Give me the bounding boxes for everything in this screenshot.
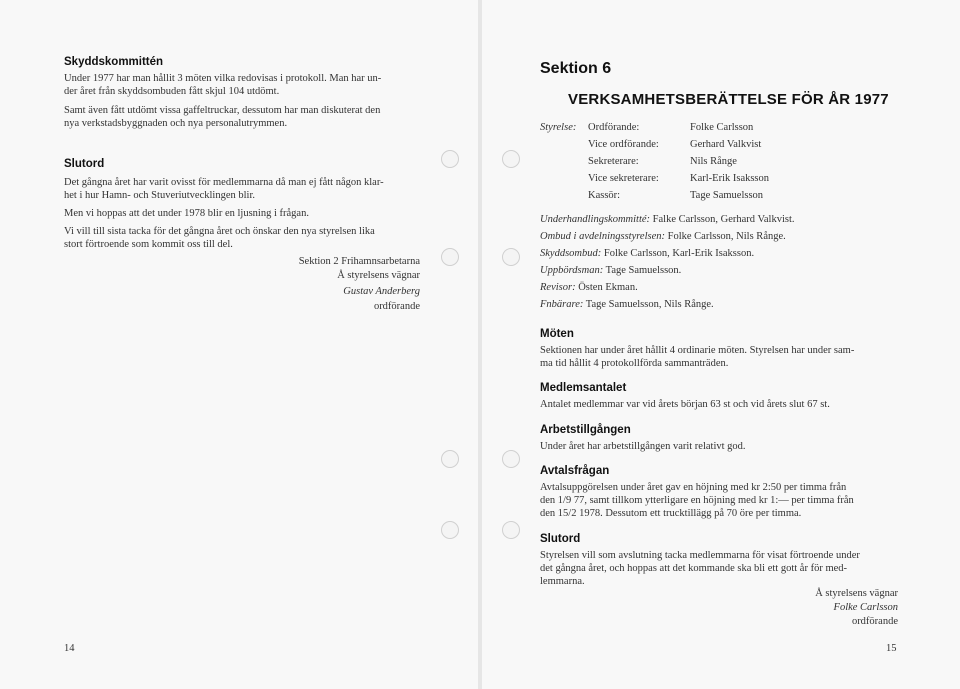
signature-behalf: Å styrelsens vägnar — [337, 270, 420, 281]
role-line — [540, 230, 786, 243]
heading-arbetstillgangen: Arbetstillgången — [540, 424, 631, 436]
board-label: Styrelse: — [540, 122, 577, 133]
role-value: Östen Ekman. — [578, 282, 638, 293]
section-title: Sektion 6 — [540, 60, 612, 77]
board-role: Ordförande: — [588, 122, 640, 133]
paragraph-line: het i hur Hamn- och Stuveriutvecklingen blir. — [64, 190, 255, 201]
board-member-name: Gerhard Valkvist — [690, 139, 762, 150]
board-role: Kassör: — [588, 190, 621, 201]
heading-slutord: Slutord — [64, 158, 105, 170]
heading-slutord-right: Slutord — [540, 533, 581, 545]
paragraph-line: stort förtroende som kommit oss till del. — [64, 239, 233, 250]
paragraph-line: ma tid hållit 4 protokollförda sammanträden. — [540, 358, 729, 369]
binder-hole-icon — [502, 521, 520, 539]
role-value: Tage Samuelsson, Nils Rånge. — [585, 299, 714, 310]
paragraph-line: det gångna året, och hoppas att det kommande ska bli ett gott år för med- — [540, 563, 848, 574]
signature-organization: Sektion 2 Frihamnsarbetarna — [298, 256, 420, 267]
paragraph-line: Under 1977 har man hållit 3 möten vilka redovisas i protokoll. Man har un- — [64, 73, 382, 84]
role-label: Uppbördsman: — [540, 265, 604, 276]
paragraph-line: lemmarna. — [540, 576, 585, 587]
paragraph-line: Samt även fått utdömt vissa gaffeltruckar, dessutom har man diskuterat den — [64, 105, 381, 116]
binder-hole-icon — [502, 450, 520, 468]
board-member-name: Karl-Erik Isaksson — [690, 173, 770, 184]
board-role: Sekreterare: — [588, 156, 639, 167]
paragraph-line: Det gångna året har varit ovisst för medlemmarna då man ej fått någon klar- — [64, 177, 384, 188]
report-title: VERKSAMHETSBERÄTTELSE FÖR ÅR 1977 — [568, 91, 889, 108]
heading-skyddskommitten: Skyddskommittén — [64, 56, 164, 68]
left-page — [0, 0, 478, 689]
binder-hole-icon — [441, 248, 459, 266]
role-label: Fnbärare: — [540, 299, 584, 310]
role-label: Ombud i avdelningsstyrelsen: — [540, 231, 666, 242]
board-member-name: Nils Rånge — [690, 156, 737, 167]
paragraph-line: der året från skyddsombuden fått skjul 104 utdömt. — [64, 86, 280, 97]
paragraph-line: Avtalsuppgörelsen under året gav en höjning med kr 2:50 per timma från — [540, 482, 847, 493]
paragraph-line: Under året har arbetstillgången varit relativt god. — [540, 441, 746, 452]
role-label: Underhandlingskommitté: — [540, 214, 651, 225]
paragraph-line: Styrelsen vill som avslutning tacka medlemmarna för visat förtroende under — [540, 550, 860, 561]
paragraph-line: Sektionen har under året hållit 4 ordinarie möten. Styrelsen har under sam- — [540, 345, 855, 356]
role-label: Skyddsombud: — [540, 248, 602, 259]
page-number-left: 14 — [64, 643, 75, 654]
board-member-name: Folke Carlsson — [690, 122, 754, 133]
signature-name: Gustav Anderberg — [343, 286, 420, 297]
binder-hole-icon — [502, 150, 520, 168]
paragraph-line: nya verkstadsbyggnaden och nya personalutrymmen. — [64, 118, 288, 129]
paragraph-line: den 15/2 1978. Dessutom ett trucktillägg på 70 öre per timma. — [540, 508, 802, 519]
role-label: Revisor: — [540, 282, 576, 293]
paragraph-line: Vi vill till sista tacka för det gångna året och önskar den nya styrelsen lika — [64, 226, 375, 237]
role-line — [540, 247, 754, 260]
role-line — [540, 281, 638, 294]
page-number-right: 15 — [886, 643, 897, 654]
signature-role: ordförande — [851, 616, 898, 627]
paragraph-line: den 1/9 77, samt tillkom ytterligare en höjning med kr 1:— per timma från — [540, 495, 854, 506]
role-value: Folke Carlsson, Karl-Erik Isaksson. — [603, 248, 755, 259]
role-value: Falke Carlsson, Gerhard Valkvist. — [652, 214, 795, 225]
binder-hole-icon — [502, 248, 520, 266]
heading-avtalsfragan: Avtalsfrågan — [540, 465, 610, 477]
role-value: Folke Carlsson, Nils Rånge. — [667, 231, 786, 242]
role-line — [540, 213, 795, 226]
binder-hole-icon — [441, 450, 459, 468]
right-page — [482, 0, 960, 689]
heading-medlemsantalet: Medlemsantalet — [540, 382, 627, 394]
signature-behalf: Å styrelsens vägnar — [815, 588, 898, 599]
role-line — [540, 298, 714, 311]
heading-moten: Möten — [540, 328, 574, 340]
role-line — [540, 264, 681, 277]
paragraph-line: Men vi hoppas att det under 1978 blir en ljusning i frågan. — [64, 208, 309, 219]
signature-role: ordförande — [373, 301, 420, 312]
paragraph-line: Antalet medlemmar var vid årets början 63 st och vid årets slut 67 st. — [540, 399, 830, 410]
board-member-name: Tage Samuelsson — [690, 190, 764, 201]
board-role: Vice ordförande: — [588, 139, 659, 150]
board-role: Vice sekreterare: — [588, 173, 659, 184]
signature-name: Folke Carlsson — [833, 602, 898, 613]
role-value: Tage Samuelsson. — [605, 265, 682, 276]
binder-hole-icon — [441, 150, 459, 168]
binder-hole-icon — [441, 521, 459, 539]
